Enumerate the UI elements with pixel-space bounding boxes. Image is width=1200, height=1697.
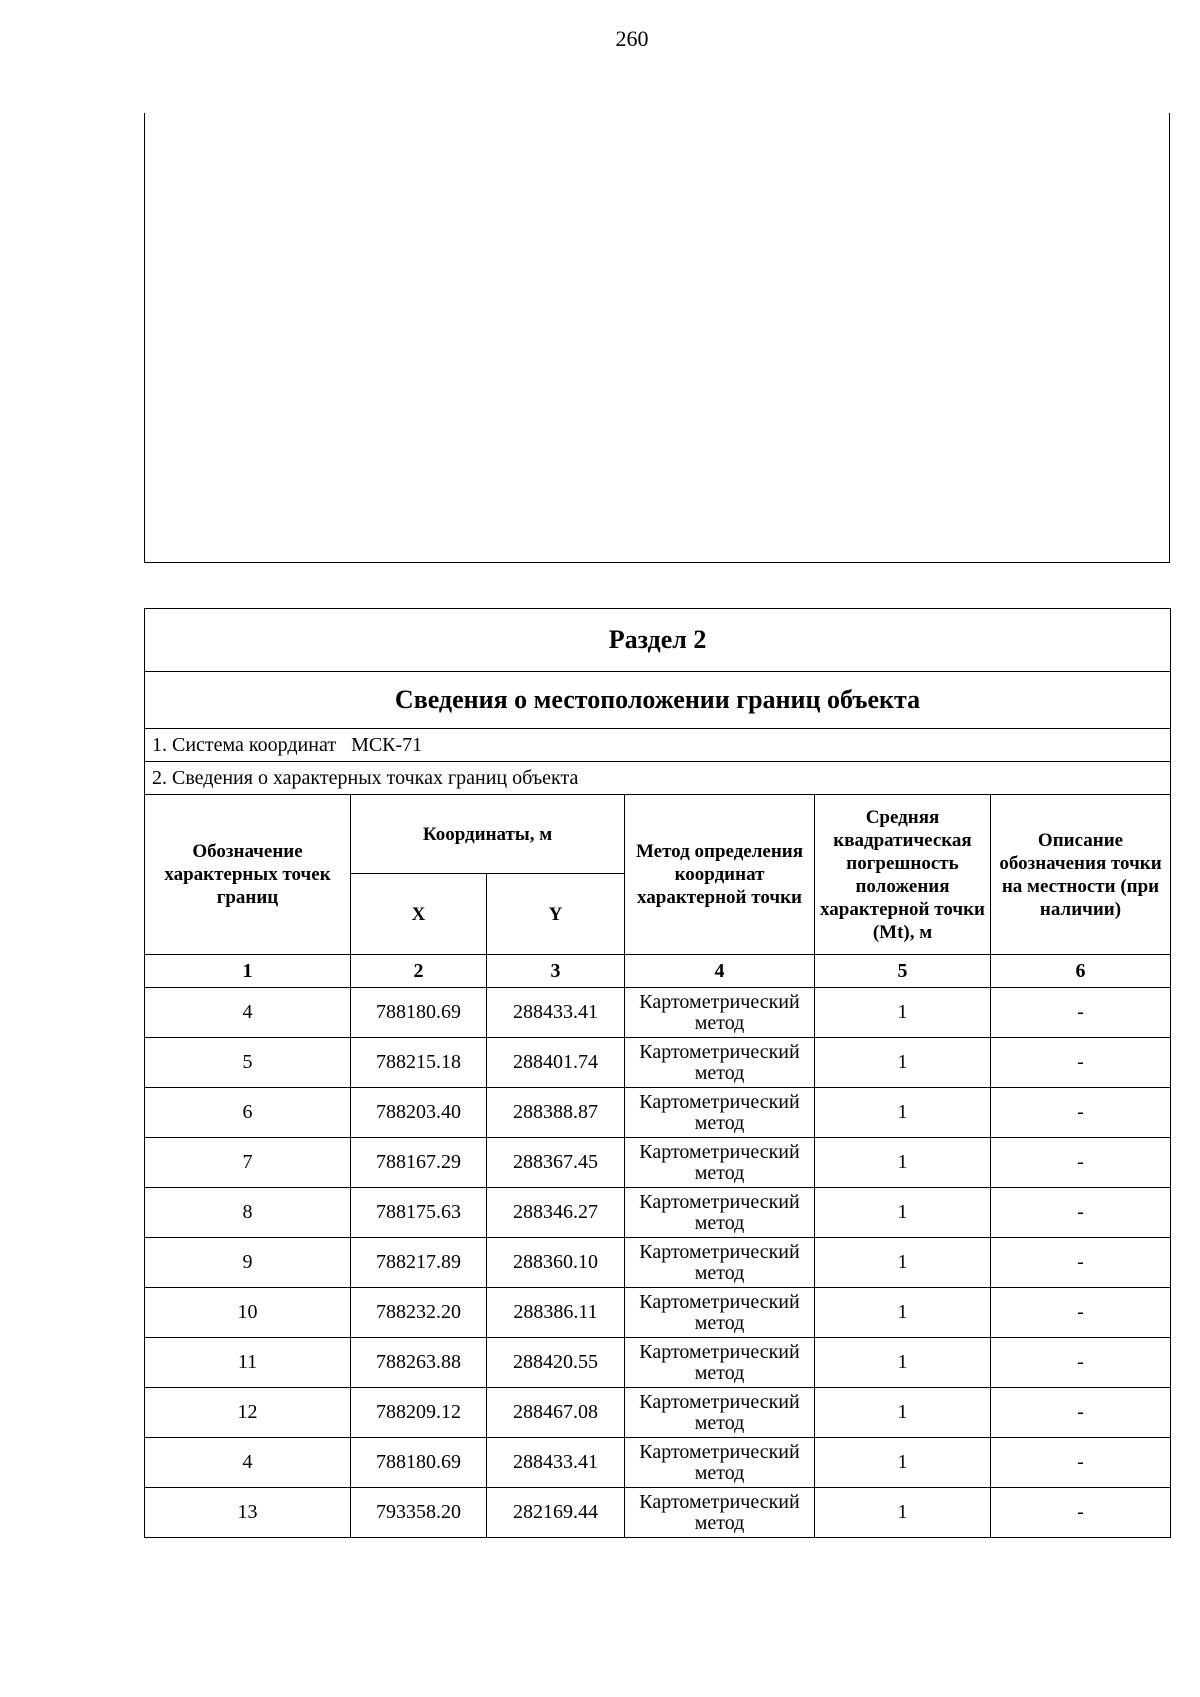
y-cell: 288388.87 [487,1088,625,1138]
error-cell: 1 [815,1488,991,1538]
header-description: Описание обозначения точки на местности (при наличии) [991,795,1171,955]
page-number: 260 [615,26,649,51]
y-cell: 288420.55 [487,1338,625,1388]
coord-system-label: 1. Система координат [152,733,337,756]
description-cell: - [991,1038,1171,1088]
table-row [145,1188,1171,1238]
description-cell: - [991,988,1171,1038]
section-table [144,608,1171,1538]
method-cell: Картометрический метод [625,1088,815,1138]
column-number: 5 [815,955,991,988]
column-number: 2 [351,955,487,988]
point-cell: 11 [145,1338,351,1388]
x-cell: 788175.63 [351,1188,487,1238]
method-cell: Картометрический метод [625,1488,815,1538]
x-cell: 788167.29 [351,1138,487,1188]
header-error: Средняя квадратическая погрешность положения характерной точки (Mt), м [815,795,991,955]
column-numbers-row [145,955,1171,988]
error-cell: 1 [815,1138,991,1188]
error-cell: 1 [815,1338,991,1388]
method-cell: Картометрический метод [625,1238,815,1288]
x-cell: 788263.88 [351,1338,487,1388]
x-cell: 788209.12 [351,1388,487,1438]
error-cell: 1 [815,1288,991,1338]
x-cell: 788232.20 [351,1288,487,1338]
error-cell: 1 [815,1088,991,1138]
header-designation: Обозначение характерных точек границ [145,795,351,955]
y-cell: 288467.08 [487,1388,625,1438]
description-cell: - [991,1388,1171,1438]
map-frame [144,113,1170,563]
column-number: 3 [487,955,625,988]
y-cell: 288433.41 [487,1438,625,1488]
y-cell: 288360.10 [487,1238,625,1288]
description-cell: - [991,1138,1171,1188]
header-y: Y [487,874,625,955]
table-row [145,1438,1171,1488]
y-cell: 288401.74 [487,1038,625,1088]
coord-system-value: МСК-71 [351,733,423,756]
section-subtitle: Сведения о местоположении границ объекта [145,672,1171,729]
table-row [145,1038,1171,1088]
table-row [145,1488,1171,1538]
table-row [145,1138,1171,1188]
point-cell: 13 [145,1488,351,1538]
point-cell: 8 [145,1188,351,1238]
method-cell: Картометрический метод [625,1288,815,1338]
description-cell: - [991,1088,1171,1138]
x-cell: 788180.69 [351,1438,487,1488]
point-cell: 12 [145,1388,351,1438]
y-cell: 288386.11 [487,1288,625,1338]
points-info-label: 2. Сведения о характерных точках границ объекта [145,762,1171,795]
y-cell: 282169.44 [487,1488,625,1538]
x-cell: 793358.20 [351,1488,487,1538]
table-row [145,1238,1171,1288]
coord-system-row [145,729,1171,762]
point-cell: 4 [145,988,351,1038]
method-cell: Картометрический метод [625,1138,815,1188]
header-coordinates: Координаты, м [351,795,625,874]
description-cell: - [991,1438,1171,1488]
point-cell: 4 [145,1438,351,1488]
error-cell: 1 [815,988,991,1038]
table-row [145,1088,1171,1138]
x-cell: 788180.69 [351,988,487,1038]
x-cell: 788217.89 [351,1238,487,1288]
x-cell: 788215.18 [351,1038,487,1088]
y-cell: 288346.27 [487,1188,625,1238]
column-number: 6 [991,955,1171,988]
x-cell: 788203.40 [351,1088,487,1138]
description-cell: - [991,1188,1171,1238]
method-cell: Картометрический метод [625,1338,815,1388]
method-cell: Картометрический метод [625,1188,815,1238]
point-cell: 6 [145,1088,351,1138]
y-cell: 288367.45 [487,1138,625,1188]
error-cell: 1 [815,1188,991,1238]
error-cell: 1 [815,1388,991,1438]
point-cell: 10 [145,1288,351,1338]
method-cell: Картометрический метод [625,988,815,1038]
description-cell: - [991,1488,1171,1538]
table-row [145,988,1171,1038]
description-cell: - [991,1288,1171,1338]
method-cell: Картометрический метод [625,1388,815,1438]
table-row [145,1388,1171,1438]
description-cell: - [991,1238,1171,1288]
header-method: Метод определения координат характерной точки [625,795,815,955]
description-cell: - [991,1338,1171,1388]
error-cell: 1 [815,1038,991,1088]
method-cell: Картометрический метод [625,1438,815,1488]
point-cell: 9 [145,1238,351,1288]
column-number: 1 [145,955,351,988]
error-cell: 1 [815,1438,991,1488]
y-cell: 288433.41 [487,988,625,1038]
column-number: 4 [625,955,815,988]
section-title: Раздел 2 [145,609,1171,672]
table-row [145,1288,1171,1338]
method-cell: Картометрический метод [625,1038,815,1088]
error-cell: 1 [815,1238,991,1288]
table-row [145,1338,1171,1388]
point-cell: 7 [145,1138,351,1188]
point-cell: 5 [145,1038,351,1088]
header-x: X [351,874,487,955]
